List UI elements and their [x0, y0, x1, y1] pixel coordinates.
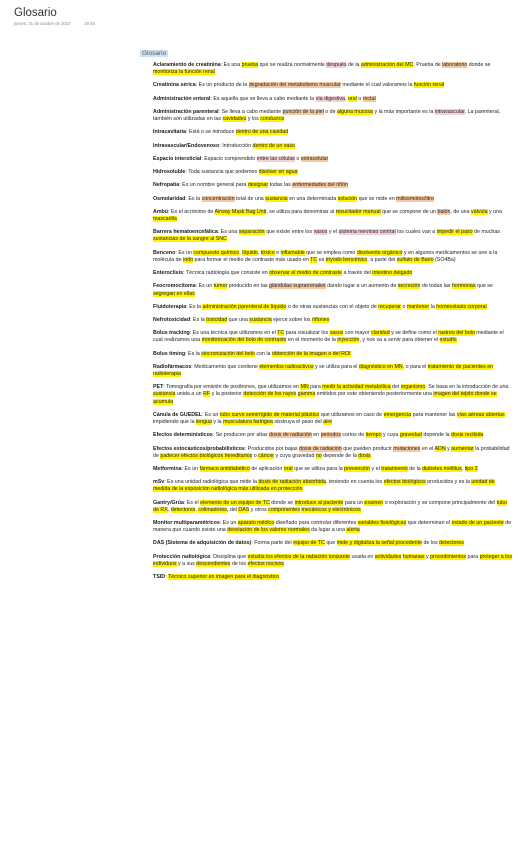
glossary-term: mSv	[153, 479, 165, 486]
glossary-term: TSID	[153, 573, 166, 580]
highlight-mark: introduce al paciente	[294, 499, 344, 506]
highlight-mark: obtención de la imagen o del ROI	[271, 350, 351, 357]
highlight-mark: separación	[238, 229, 265, 236]
highlight-mark: diagnóstico en MN	[358, 364, 403, 370]
highlight-mark: estudia los efectos de la radiación ionizante	[247, 553, 350, 560]
glossary-term: Nefrotoxicidad	[153, 317, 191, 324]
glossary-entry: Feocromocitoma: Es un tumor producido en las glándulas suprarrenales dando lugar a un aumento de secreción de todas las hormonas que se segregan en ellas	[153, 283, 493, 297]
highlight-mark: riñones	[312, 317, 330, 324]
glossary-term: Administración parenteral	[153, 108, 219, 115]
highlight-mark: vasos	[329, 330, 344, 337]
highlight-mark: claridad	[371, 330, 390, 337]
glossary-entry: Administración enteral: Es aquella que se lleva a cabo mediante la vía digestiva, oral o rectal	[153, 95, 376, 102]
glossary-term: Hidrosoluble	[153, 169, 186, 176]
highlight-mark: procedimientos	[430, 553, 467, 560]
highlight-mark: enfermedades del riñón	[292, 182, 348, 189]
glossary-definition: Es un fármaco antidiabético de aplicación oral que se utiliza para la prevención y el tratamiento de la diabetes mellitus, tipo 2	[184, 465, 478, 472]
highlight-mark: Técnico superior en imagen para el diagnóstico	[167, 573, 280, 580]
glossary-entry: PET: Tomografía por emisión de positrones, que utilizamos en MN para medir la actividad metabólica del organismo. Se basa en la introducción de una sustancia unida a un RF y la posterior detección de los rayos gamma emitidos por este obteniendo posteriormente una imagen del tejido donde se acumula	[153, 384, 509, 405]
highlight-mark: alguna mucosa	[337, 108, 373, 115]
highlight-mark: fármaco antidiabético	[199, 465, 250, 472]
glossary-entry: Creatinina sérica: Es un producto de la degradación del metabolismo muscular mediante el cual valoramos la función renal	[153, 82, 445, 89]
glossary-definition: Técnica radiología que consiste en observar el medio de contraste a través del intestino delgado	[185, 270, 413, 277]
glossary-term: Gantry/Grúa	[153, 499, 184, 506]
highlight-mark: recuperar	[378, 303, 401, 310]
highlight-mark: sustancia	[265, 195, 288, 202]
glossary-entry: Bolus tracking: Es una técnica que utilizamos en el TC para visualizar los vasos con mayor claridad y se define como el rastreo del bolo mediante el cual realizamos una monitorización del bolo de contraste en el momento de la inyección, y nos va a servir para obtener el estudio	[153, 330, 504, 344]
glossary-definition: Es un producto de la degradación del metabolismo muscular mediante el cual valoramos la función renal	[198, 82, 445, 89]
highlight-mark: degradación del metabolismo muscular	[248, 82, 341, 89]
highlight-mark: biológicos	[402, 479, 426, 486]
glossary-definition: Es aquella que se lleva a cabo mediante la vía digestiva, oral o rectal	[213, 95, 376, 102]
highlight-mark: oral	[347, 95, 357, 102]
glossary-definition: Introducción dentro de un vaso	[222, 142, 295, 149]
highlight-mark: diabetes mellitus	[422, 465, 462, 472]
highlight-mark: gravedad	[399, 432, 422, 439]
highlight-mark: desviación de los valores normales	[227, 527, 310, 533]
glossary-definition: Es una técnica que utilizamos en el TC para visualizar los vasos con mayor claridad y se define como el rastreo del bolo mediante el cual realizamos una monitorización del bolo de contraste en el momento de la inyección, y nos va a servir para obtener el estudio	[153, 330, 504, 344]
glossary-term: PET	[153, 384, 164, 391]
glossary-entry: DAS (Sistema de adquisición de datos): Forma parte del equipo de TC que mide y digitaliza la señal procedente de los detectores	[153, 540, 464, 547]
glossary-term: Radiofármacos	[153, 364, 192, 370]
highlight-mark: colimadores	[198, 506, 227, 513]
highlight-mark: medir la actividad metabólica	[322, 384, 391, 391]
highlight-mark: DAS	[238, 506, 250, 513]
glossary-entry: Intracavitaria: Está o se introduce dentro de una cavidad	[153, 129, 289, 136]
glossary-entry: mSv: Es una unidad radiológica que mide la dosis de radiación absorbida, teniendo en cuenta los efectos biológicos producidos y es la unidad de medida de la exposición radiológica más utilizada en protección	[153, 479, 495, 493]
highlight-mark: dosis de radiación absorbida	[258, 479, 326, 486]
glossary-entry: Barrera hematoencefálica: Es una separación que existe entre los vasos y el sistema nervioso central los cuales van a impedir el paso de muchas sustancias de la sangre al SNC	[153, 229, 500, 243]
glossary-term: Monitor multiparamétricos	[153, 519, 220, 526]
highlight-mark: resucitador manual	[335, 209, 381, 215]
glossary-term: Ambú	[153, 209, 169, 215]
highlight-mark: equipo de TC	[293, 540, 325, 547]
glossary-definition	[168, 574, 279, 580]
highlight-mark: después	[326, 62, 347, 68]
highlight-mark: líquido	[242, 249, 258, 256]
glossary-definition: Forma parte del equipo de TC que mide y digitaliza la señal procedente de los detectores	[254, 540, 464, 547]
glossary-term: Metformina	[153, 465, 182, 472]
highlight-mark: organismo	[400, 384, 426, 391]
glossary-entry: Enteroclisis: Técnica radiología que consiste en observar el medio de contraste a través del intestino delgado	[153, 270, 413, 277]
highlight-mark: laboratorio	[442, 62, 468, 68]
highlight-mark: humanas	[402, 553, 425, 560]
highlight-mark: miliosmoles/litro	[396, 195, 434, 202]
glossary-definition: Se lleva a cabo mediante punción de la piel o de alguna mucosa y la más importante es la intravascular. La parenteral, también son utilizadas en las cavidades y los conductos	[153, 108, 501, 123]
highlight-mark: tubo curvo semirrígido de material plástico	[219, 411, 320, 418]
highlight-mark: compuesto químico	[193, 249, 240, 256]
highlight-mark: toxicidad	[206, 317, 228, 324]
highlight-mark: inflamable	[280, 249, 305, 256]
highlight-mark: detectores	[170, 506, 196, 513]
glossary-list	[153, 62, 513, 587]
highlight-mark: sustancias de la sangre al SNC	[153, 236, 227, 243]
highlight-mark: mantener	[406, 303, 430, 310]
highlight-mark: rastreo del bolo	[438, 330, 475, 337]
highlight-mark: efectos nocivos	[247, 560, 285, 567]
highlight-mark: ADN	[434, 445, 446, 452]
highlight-mark: intravascular	[434, 108, 465, 115]
highlight-mark: dosis	[358, 452, 371, 459]
highlight-mark: concentración	[201, 195, 235, 202]
highlight-mark: gamma	[297, 391, 316, 398]
highlight-mark: variables fisiológicas	[357, 519, 407, 526]
glossary-entry: Cánula de GUEDEL: Es un tubo curvo semirrígido de material plástico que utilizamos en caso de emergencia para mantener las vías aéreas abiertas impidiendo que la lengua y la musculatura faríngea obstruya el paso del aire	[153, 411, 505, 425]
page-title: Glosario	[14, 7, 57, 19]
glossary-definition: Producidos por bajas dosis de radiación que pueden producir mutaciones en el ADN y aumentar la probabilidad de padecer efectos biológicos hereditarios o cáncer y cuya gravedad no depende de la dosis	[153, 445, 510, 459]
highlight-mark: dosis de radiación	[299, 445, 342, 452]
highlight-mark: administración parenteral de líquido	[202, 303, 287, 310]
highlight-mark: lengua	[196, 418, 212, 425]
glossary-definition: Medicamento que contiene elementos radioactivos y se utiliza para el diagnóstico en MN, o para el tratamiento de pacientes en radioterapia	[153, 364, 494, 378]
highlight-mark: sustancia	[249, 317, 272, 324]
highlight-mark: aparato médico	[237, 519, 275, 526]
highlight-mark: padecer efectos biológicos hereditarios	[160, 452, 253, 459]
glossary-definition: Es un nombre general para designar todas las enfermedades del riñón	[182, 182, 348, 189]
highlight-mark: elementos radioactivos	[259, 364, 314, 370]
glossary-definition: Es la administración parenteral de líquido o de otras sustancias con el objeto de recuperar o mantener la homeostasis corporal	[189, 303, 487, 310]
highlight-mark: tratamiento de pacientes en radioterapia	[153, 364, 494, 378]
highlight-mark: componentes	[268, 506, 300, 513]
highlight-mark: cáncer	[258, 452, 275, 459]
highlight-mark: punción de la piel	[282, 108, 324, 115]
highlight-mark: solución	[337, 195, 358, 202]
highlight-mark: MN	[300, 384, 309, 391]
highlight-mark: sulfato de Bario	[396, 256, 434, 263]
highlight-mark: TC	[310, 256, 318, 263]
highlight-mark: impedir el paso	[436, 229, 473, 236]
highlight-mark: función renal	[413, 82, 445, 89]
glossary-entry: Efectos determinísticos: Se producen por altas dosis de radiación en periodos cortos de tiempo y cuya gravedad depende la dosis recibida	[153, 432, 484, 439]
highlight-mark: TC	[277, 330, 285, 337]
highlight-mark: actividades	[374, 553, 402, 560]
highlight-mark: estudio	[439, 337, 457, 344]
highlight-mark: sistema nervioso central	[338, 229, 396, 236]
glossary-definition: Está o se introduce dentro de una cavidad	[188, 129, 289, 136]
highlight-mark: balón	[437, 209, 451, 215]
glossary-term: Aclaramiento de creatinina	[153, 62, 221, 68]
highlight-mark: secreción	[397, 283, 421, 290]
highlight-mark: segregan en ellas	[153, 290, 195, 297]
highlight-mark: vasos	[313, 229, 328, 236]
highlight-mark: prevención	[344, 465, 371, 472]
highlight-mark: unidad de medida de la exposición radiológica más utilizada en protección	[153, 479, 495, 493]
glossary-entry: Nefrotoxicidad: Es la toxicidad que una sustancia ejerce sobre los riñones	[153, 317, 330, 324]
glossary-definition: Es un aparato médico diseñado para controlar diferentes variables fisiológicas que determinan el estado de un paciente de manera que cuando existe una desviación de los valores normales da lugar a una alerta	[153, 519, 512, 533]
glossary-term: Efectos estocásticos/probabilísticos	[153, 445, 245, 452]
glossary-entry: Fluidoterapia: Es la administración parenteral de líquido o de otras sustancias con el objeto de recuperar o mantener la homeostasis corporal	[153, 303, 487, 310]
glossary-definition: Es la sincronización del bolo con la obtención de la imagen o del ROI	[188, 350, 351, 357]
glossary-definition: Es un tubo curvo semirrígido de material plástico que utilizamos en caso de emergencia para mantener las vías aéreas abiertas impidiendo que la lengua y la musculatura faríngea obstruya el paso del aire	[153, 411, 505, 425]
highlight-mark: observar el medio de contraste	[269, 270, 342, 277]
highlight-mark: homeostasis corporal	[436, 303, 487, 310]
highlight-mark: conductos	[260, 116, 285, 123]
highlight-mark: tumor	[213, 283, 228, 290]
glossary-definition: Es el acrónimo de Airway Mask Bag Unit, se utiliza para denominar al resucitador manual que se compone de un balón, de una válvula y una mascarilla	[153, 209, 502, 223]
highlight-mark: examen	[364, 499, 384, 506]
highlight-mark: elemento de un equipo de TC	[200, 499, 270, 506]
highlight-mark: disolver en agua	[258, 169, 298, 176]
glossary-entry: Administración parenteral: Se lleva a cabo mediante punción de la piel o de alguna mucosa y la más importante es la intravascular. La parenteral, también son utilizadas en las cavidades y los conductos	[153, 108, 501, 123]
glossary-definition: Se producen por altas dosis de radiación en periodos cortos de tiempo y cuya gravedad depende la dosis recibida	[215, 432, 484, 439]
highlight-mark: mide y digitaliza la señal procedente	[336, 540, 423, 547]
glossary-entry: Nefropatía: Es un nombre general para designar todas las enfermedades del riñón	[153, 182, 348, 189]
highlight-mark: sustancia	[153, 391, 176, 398]
highlight-mark: tóxico	[260, 249, 275, 256]
highlight-mark: glándulas suprarrenales	[269, 283, 326, 290]
highlight-mark: efectos	[383, 479, 401, 486]
glossary-definition: Es una unidad radiológica que mide la dosis de radiación absorbida, teniendo en cuenta los efectos biológicos producidos y es la unidad de medida de la exposición radiológica más utilizada en protección	[153, 479, 495, 493]
glossary-entry: Osmolaridad: Es la concentración total de una sustancia en una determinada solución que se mide en miliosmoles/litro	[153, 195, 434, 202]
glossary-term: Nefropatía	[153, 182, 180, 189]
glossary-term: Barrera hematoencefálica	[153, 229, 218, 236]
glossary-definition: Es una prueba que se realiza normalmente después de la administración del MC. Prueba de laboratorio donde se monitoriza la función renal	[153, 62, 491, 76]
highlight-mark: vía digestiva	[315, 95, 345, 102]
highlight-mark: disolvente orgánico	[356, 249, 403, 256]
highlight-mark: dosis recibida	[451, 432, 484, 439]
glossary-entry: Aclaramiento de creatinina: Es una prueba que se realiza normalmente después de la administración del MC. Prueba de laboratorio donde se monitoriza la función renal	[153, 62, 491, 76]
glossary-entry: Benceno: Es un compuesto químico, líquido, tóxico e inflamable que se emplea como disolvente orgánico y en algunos medicamentos se une a la molécula de iodo para formar el medio de contraste más usado en TC es triyodo bencénico, a parte del sulfato de Bario (SO4Ba)	[153, 249, 498, 263]
glossary-definition: Es el elemento de un equipo de TC donde se introduce al paciente para un examen o exploración y se compone principalmente del tubo de RX, detectores, colimadores, del DAS y otros componentes mecánicos y electrónicos	[153, 499, 507, 513]
glossary-definition: Disciplina que estudia los efectos de la radiación ionizante usada en actividades humanas y procedimientos para proteger a los individuos y a sus descendientes de los efectos nocivos	[153, 553, 512, 567]
glossary-entry: Hidrosoluble: Toda sustancia que podemos disolver en agua	[153, 169, 298, 176]
highlight-mark: mecánicos y electrónicos	[301, 506, 361, 513]
highlight-mark: hormonas	[451, 283, 476, 290]
glossary-term: Bolus timing	[153, 350, 186, 357]
highlight-mark: mutaciones	[393, 445, 421, 452]
glossary-definition: Es un tumor producido en las glándulas suprarrenales dando lugar a un aumento de secreción de todas las hormonas que se segregan en ellas	[153, 283, 493, 297]
highlight-mark: iodo	[183, 256, 194, 263]
highlight-mark: imagen del tejido donde se acumula	[153, 391, 497, 405]
glossary-term: Feocromocitoma	[153, 283, 196, 290]
highlight-mark: vías aéreas abiertas	[456, 411, 505, 418]
highlight-mark: inyección	[337, 337, 360, 344]
highlight-mark: dentro de un vaso	[252, 142, 295, 149]
glossary-term: Administración enteral	[153, 95, 211, 102]
highlight-mark: dentro de una cavidad	[235, 129, 289, 136]
highlight-mark: triyodo bencénico	[325, 256, 368, 263]
glossary-definition: Toda sustancia que podemos disolver en agua	[188, 169, 298, 176]
highlight-mark: intestino delgado	[372, 270, 413, 277]
glossary-definition: Es un compuesto químico, líquido, tóxico e inflamable que se emplea como disolvente orgánico y en algunos medicamentos se une a la molécula de iodo para formar el medio de contraste más usado en TC es triyodo bencénico, a parte del sulfato de Bario (SO4Ba)	[153, 249, 498, 263]
highlight-mark: musculatura faríngea	[223, 418, 273, 425]
glossary-term: Espacio intersticial	[153, 155, 202, 162]
glossary-term: Benceno	[153, 249, 176, 256]
glossary-definition: Es la toxicidad que una sustancia ejerce sobre los riñones	[193, 317, 330, 324]
glossary-entry: Bolus timing: Es la sincronización del bolo con la obtención de la imagen o del ROI	[153, 350, 351, 357]
highlight-mark: tubo de RX	[153, 499, 507, 513]
highlight-mark: oral	[283, 465, 293, 472]
highlight-mark: tiempo	[365, 432, 382, 439]
highlight-mark: dosis de radiación	[269, 432, 312, 439]
glossary-definition: Es una separación que existe entre los vasos y el sistema nervioso central los cuales van a impedir el paso de muchas sustancias de la sangre al SNC	[153, 229, 500, 243]
page-header	[14, 6, 95, 26]
glossary-term: Osmolaridad	[153, 195, 186, 202]
highlight-mark: tratamiento	[381, 465, 408, 472]
highlight-mark: periodos	[320, 432, 341, 439]
highlight-mark: aumentar	[451, 445, 474, 452]
highlight-mark: rectal	[362, 95, 376, 102]
highlight-mark: descendientes	[196, 560, 231, 567]
glossary-entry: Intravascular/Endovenoso: Introducción dentro de un vaso	[153, 142, 295, 149]
glossary-entry: Monitor multiparamétricos: Es un aparato médico diseñado para controlar diferentes variables fisiológicas que determinan el estado de un paciente de manera que cuando existe una desviación de los valores normales da lugar a una alerta	[153, 519, 512, 533]
glossary-entry: Espacio intersticial: Espacio comprendido entre las células o extracelular	[153, 155, 329, 162]
glossary-entry: Metformina: Es un fármaco antidiabético de aplicación oral que se utiliza para la prevención y el tratamiento de la diabetes mellitus, tipo 2	[153, 465, 478, 472]
glossary-term: DAS (Sistema de adquisición de datos)	[153, 540, 252, 547]
glossary-term: Enteroclisis	[153, 270, 184, 277]
highlight-mark: detección de los rayos	[243, 391, 297, 398]
highlight-mark: tipo 2	[464, 465, 478, 472]
highlight-mark: designar	[247, 182, 269, 189]
glossary-definition: Espacio comprendido entre las células o extracelular	[204, 155, 329, 162]
glossary-term: Intracavitaria	[153, 129, 186, 136]
highlight-mark: RF	[203, 391, 211, 398]
glossary-term: Intravascular/Endovenoso	[153, 142, 220, 149]
page-date: jueves, 31 de octubre de 2024	[14, 21, 71, 26]
glossary-term: Bolus tracking	[153, 330, 190, 337]
glossary-term: Efectos determinísticos	[153, 432, 213, 439]
page-meta	[14, 21, 95, 26]
highlight-mark: proteger a los individuos	[153, 553, 512, 567]
glossary-entry: Protección radiológica: Disciplina que estudia los efectos de la radiación ionizante usada en actividades humanas y procedimientos para proteger a los individuos y a sus descendientes de los efectos nocivos	[153, 553, 512, 567]
highlight-mark: válvula	[471, 209, 488, 215]
highlight-mark: prueba	[241, 62, 259, 68]
glossary-entry: Gantry/Grúa: Es el elemento de un equipo de TC donde se introduce al paciente para un examen o exploración y se compone principalmente del tubo de RX, detectores, colimadores, del DAS y otros componentes mecánicos y electrónicos	[153, 499, 507, 513]
highlight-mark: monitorización del bolo de contraste	[201, 337, 287, 344]
section-tag: Glosario	[142, 50, 167, 57]
highlight-mark: mascarilla	[153, 216, 177, 223]
glossary-term: Fluidoterapia	[153, 303, 187, 310]
glossary-entry: TSID: Técnico superior en imagen para el diagnóstico	[153, 573, 280, 580]
highlight-mark: sincronización del bolo	[201, 350, 255, 357]
highlight-mark: aire	[323, 418, 333, 425]
highlight-mark: emergencia	[383, 411, 412, 418]
highlight-mark: extracelular	[300, 155, 329, 162]
glossary-entry: Ambú: Es el acrónimo de Airway Mask Bag Unit, se utiliza para denominar al resucitador manual que se compone de un balón, de una válvula y una mascarilla	[153, 209, 502, 223]
glossary-definition: Es la concentración total de una sustancia en una determinada solución que se mide en miliosmoles/litro	[188, 195, 434, 202]
highlight-mark: detectores	[439, 540, 464, 547]
highlight-mark: alerta	[346, 527, 360, 533]
highlight-mark: administración del MC	[360, 62, 414, 68]
glossary-term: Cánula de GUEDEL	[153, 411, 202, 418]
glossary-term: Protección radiológica	[153, 553, 211, 560]
highlight-mark: estado de un paciente	[451, 519, 504, 526]
page-time: 20:46	[84, 21, 95, 26]
glossary-entry: Efectos estocásticos/probabilísticos: Producidos por bajas dosis de radiación que pueden producir mutaciones en el ADN y aumentar la probabilidad de padecer efectos biológicos hereditarios o cáncer y cuya gravedad no depende de la dosis	[153, 445, 510, 459]
highlight-mark: no	[315, 452, 322, 459]
highlight-mark: entre las células	[256, 155, 295, 162]
highlight-mark: monitoriza la función renal	[153, 69, 215, 76]
highlight-mark: cavidades	[222, 116, 247, 123]
glossary-entry: Radiofármacos: Medicamento que contiene elementos radioactivos y se utiliza para el diagnóstico en MN, o para el tratamiento de pacientes en radioterapia	[153, 364, 494, 378]
highlight-mark: Airway Mask Bag Unit	[214, 209, 267, 215]
glossary-term: Creatinina sérica	[153, 82, 196, 89]
glossary-definition: Tomografía por emisión de positrones, que utilizamos en MN para medir la actividad metabólica del organismo. Se basa en la introducción de una sustancia unida a un RF y la posterior detección de los rayos gamma emitidos por este obteniendo posteriormente una imagen del tejido donde se acumula	[153, 384, 509, 405]
